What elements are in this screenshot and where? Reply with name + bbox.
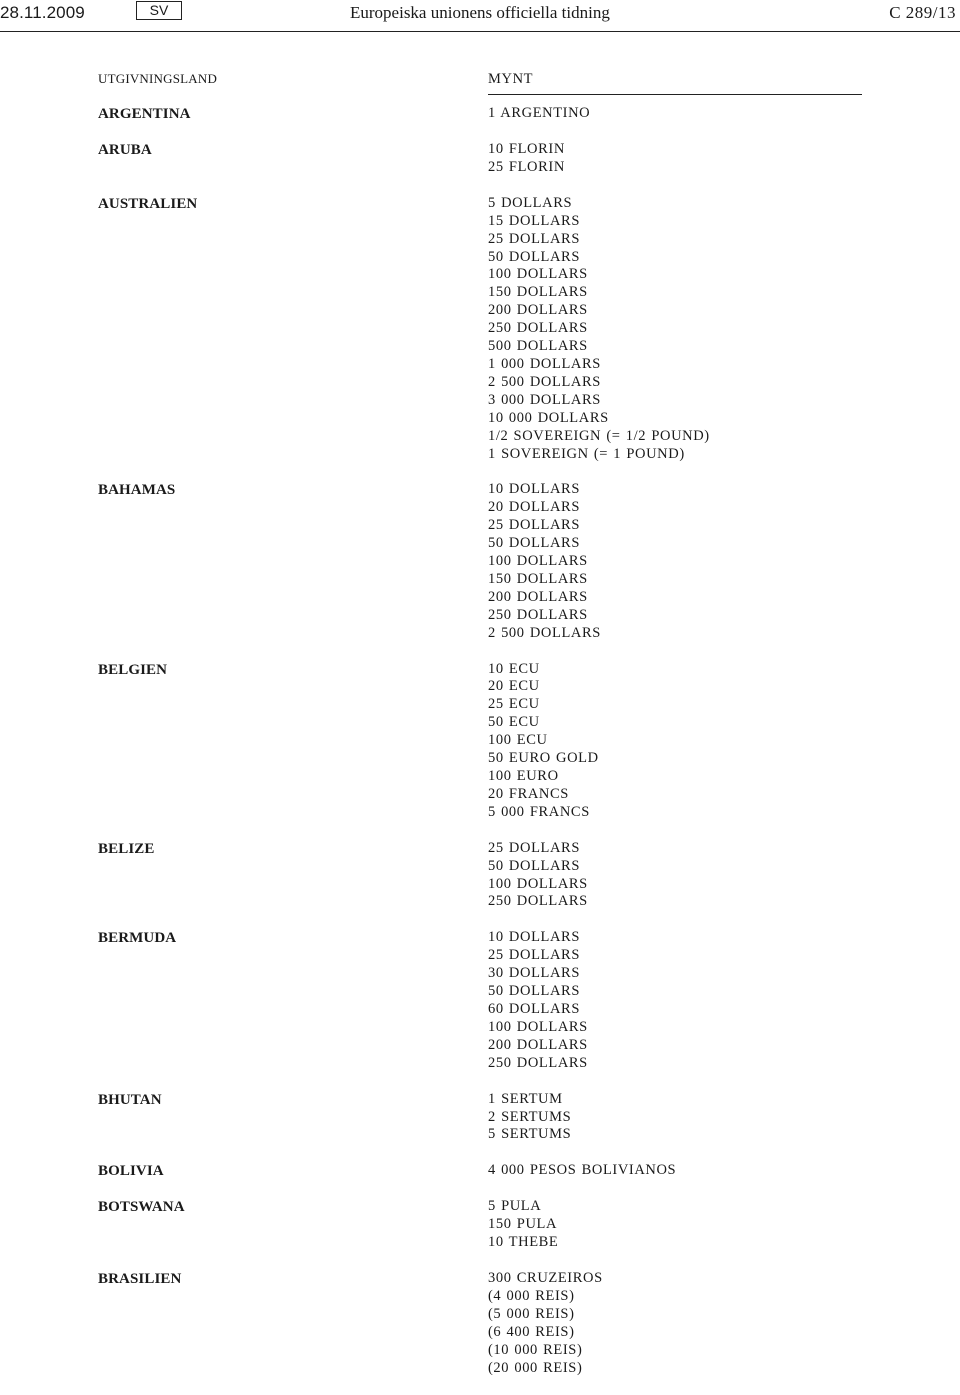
coin-denomination: 2 500 DOLLARS: [488, 624, 601, 641]
coin-denomination: 100 ECU: [488, 732, 548, 749]
country-name: BOLIVIA: [98, 1163, 164, 1180]
coin-denomination: 2 SERTUMS: [488, 1108, 572, 1125]
country-name: BOTSWANA: [98, 1199, 185, 1216]
coin-denomination: 10 ECU: [488, 660, 540, 677]
coin-denomination: 100 EURO: [488, 768, 559, 784]
coin-denomination: 200 DOLLARS: [488, 588, 588, 605]
coin-denomination: 1 SERTUM: [488, 1090, 563, 1107]
coin-denomination: 50 DOLLARS: [488, 857, 580, 874]
publication-date: 28.11.2009: [0, 3, 85, 22]
country-name: BHUTAN: [98, 1091, 162, 1108]
coin-denomination: 5 PULA: [488, 1198, 542, 1215]
coin-list: [488, 105, 868, 123]
coin-denomination: 5 SERTUMS: [488, 1126, 572, 1143]
country-name: AUSTRALIEN: [98, 195, 198, 212]
coin-list: [488, 1198, 868, 1252]
country-name: BELIZE: [98, 840, 155, 857]
coin-denomination: (5 000 REIS): [488, 1305, 575, 1322]
country-name: BRASILIEN: [98, 1271, 182, 1288]
coin-list: [488, 929, 868, 1072]
coin-denomination: 100 DOLLARS: [488, 875, 588, 892]
coin-list: [488, 840, 868, 912]
coin-denomination: 150 PULA: [488, 1216, 558, 1233]
coin-denomination: 150 DOLLARS: [488, 570, 588, 587]
table-row: [98, 105, 868, 123]
page-header: [0, 0, 960, 30]
coin-denomination: 3 000 DOLLARS: [488, 391, 601, 408]
country-name: ARGENTINA: [98, 106, 191, 122]
coin-denomination: 10 000 DOLLARS: [488, 409, 609, 426]
coin-denomination: 15 DOLLARS: [488, 212, 580, 229]
coin-denomination: 20 ECU: [488, 678, 540, 695]
country-name: BAHAMAS: [98, 482, 176, 499]
coin-denomination: 1 SOVEREIGN (= 1 POUND): [488, 445, 685, 462]
header-divider: [0, 31, 960, 32]
coin-denomination: 100 DOLLARS: [488, 1018, 588, 1035]
table-row: [98, 1091, 868, 1145]
journal-title: Europeiska unionens officiella tidning: [350, 3, 610, 22]
coin-denomination: 25 DOLLARS: [488, 517, 580, 534]
coin-list: [488, 195, 868, 464]
coin-denomination: 25 DOLLARS: [488, 230, 580, 247]
table-row: [98, 481, 868, 642]
coin-denomination: 10 THEBE: [488, 1234, 559, 1251]
coin-denomination: (10 000 REIS): [488, 1341, 583, 1358]
coin-denomination: 250 DOLLARS: [488, 320, 588, 337]
coin-denomination: 10 FLORIN: [488, 141, 565, 157]
coin-denomination: 250 DOLLARS: [488, 1054, 588, 1071]
coin-denomination: 100 DOLLARS: [488, 553, 588, 570]
coin-denomination: 4 000 PESOS BOLIVIANOS: [488, 1162, 677, 1179]
coin-denomination: 25 FLORIN: [488, 158, 565, 175]
coin-denomination: 25 ECU: [488, 696, 540, 713]
coin-denomination: 250 DOLLARS: [488, 606, 588, 623]
coin-denomination: 2 500 DOLLARS: [488, 373, 601, 390]
coin-denomination: 200 DOLLARS: [488, 302, 588, 319]
table-row: [98, 1162, 868, 1180]
column-header-divider: [488, 94, 862, 95]
column-header-coin: MYNT: [488, 71, 534, 87]
coin-denomination: 25 DOLLARS: [488, 839, 580, 856]
coin-denomination: 50 DOLLARS: [488, 248, 580, 265]
coin-denomination: 10 DOLLARS: [488, 929, 580, 946]
country-name: BELGIEN: [98, 661, 168, 678]
language-badge: SV: [136, 1, 182, 20]
table-row: [98, 661, 868, 822]
country-name: BERMUDA: [98, 930, 177, 947]
coin-denomination: 25 DOLLARS: [488, 947, 580, 964]
table-row: [98, 195, 868, 464]
coin-table: [98, 105, 868, 1395]
table-row: [98, 1198, 868, 1252]
table-row: [98, 929, 868, 1072]
coin-denomination: 50 DOLLARS: [488, 535, 580, 552]
coin-denomination: 500 DOLLARS: [488, 338, 588, 355]
coin-list: [488, 141, 868, 177]
coin-list: [488, 661, 868, 822]
coin-denomination: 5 DOLLARS: [488, 194, 573, 211]
coin-denomination: 1/2 SOVEREIGN (= 1/2 POUND): [488, 427, 710, 444]
coin-denomination: 5 000 FRANCS: [488, 803, 590, 820]
coin-denomination: 20 DOLLARS: [488, 499, 580, 516]
coin-denomination: 1 000 DOLLARS: [488, 355, 601, 372]
coin-list: [488, 1091, 868, 1145]
coin-denomination: 250 DOLLARS: [488, 893, 588, 910]
table-row: [98, 840, 868, 912]
coin-denomination: 30 DOLLARS: [488, 965, 580, 982]
coin-denomination: (20 000 REIS): [488, 1359, 583, 1376]
coin-list: [488, 1162, 868, 1180]
coin-denomination: 300 CRUZEIROS: [488, 1270, 603, 1287]
coin-denomination: 20 FRANCS: [488, 785, 569, 802]
page-number: C 289/13: [889, 3, 956, 22]
country-name: ARUBA: [98, 142, 152, 158]
coin-denomination: (6 400 REIS): [488, 1323, 575, 1340]
coin-denomination: 10 DOLLARS: [488, 481, 580, 498]
table-row: [98, 1270, 868, 1377]
table-row: [98, 141, 868, 177]
coin-list: [488, 1270, 868, 1377]
coin-denomination: 60 DOLLARS: [488, 1000, 580, 1017]
column-header-country: UTGIVNINGSLAND: [98, 71, 218, 86]
coin-denomination: (4 000 REIS): [488, 1287, 575, 1304]
coin-denomination: 200 DOLLARS: [488, 1036, 588, 1053]
coin-denomination: 1 ARGENTINO: [488, 105, 591, 121]
coin-denomination: 50 EURO GOLD: [488, 750, 599, 767]
coin-denomination: 100 DOLLARS: [488, 266, 588, 283]
coin-list: [488, 481, 868, 642]
coin-denomination: 50 DOLLARS: [488, 983, 580, 1000]
coin-denomination: 150 DOLLARS: [488, 284, 588, 301]
coin-denomination: 50 ECU: [488, 714, 540, 731]
